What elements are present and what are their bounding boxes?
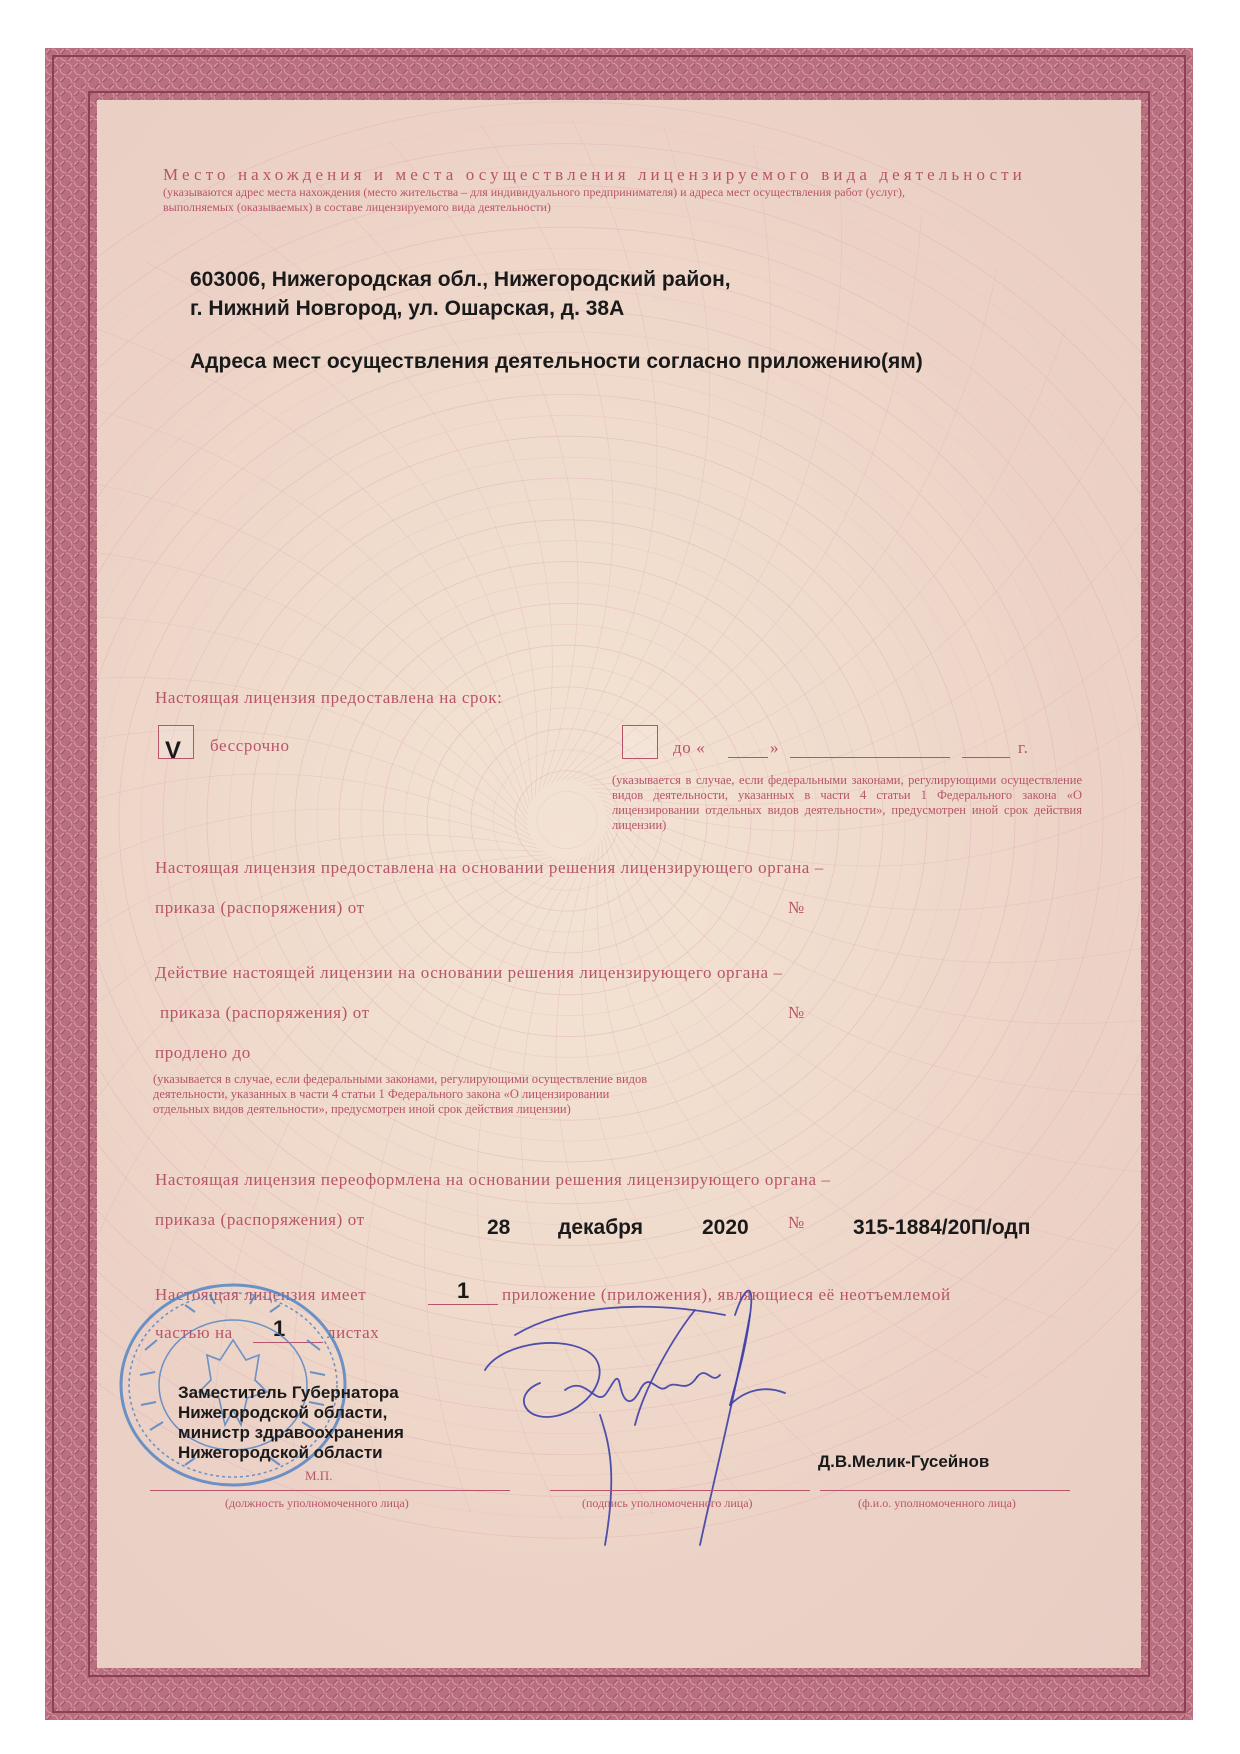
reissue-month: декабря [558, 1216, 643, 1239]
appendix-sheets: 1 [273, 1316, 286, 1341]
term-label: Настоящая лицензия предоставлена на срок: [155, 688, 503, 707]
extension-note-line3: отдельных видов деятельности», предусмотрен иной срок действия лицензии) [153, 1102, 571, 1116]
appendix-suffix: приложение (приложения), являющиеся её неотъемлемой [502, 1285, 951, 1304]
position-line [150, 1490, 510, 1491]
location-note-line2: выполняемых (оказываемых) в составе лицензируемого вида деятельности) [163, 200, 551, 214]
basis-label: Настоящая лицензия предоставлена на основании решения лицензирующего органа – [155, 858, 824, 877]
basis-order-label: приказа (распоряжения) от [155, 898, 365, 917]
location-heading: Место нахождения и места осуществления лицензируемого вида деятельности [163, 165, 1026, 184]
indefinite-check-mark: V [165, 737, 182, 764]
appendix-count: 1 [457, 1278, 470, 1303]
basis-number-sign: № [788, 898, 805, 917]
name-caption: (ф.и.о. уполномоченного лица) [858, 1496, 1016, 1510]
name-line [820, 1490, 1070, 1491]
extension-order-label: приказа (распоряжения) от [160, 1003, 370, 1022]
until-month-line [790, 757, 950, 758]
reissue-number-sign: № [788, 1213, 805, 1232]
position-line3: министр здравоохранения [178, 1423, 404, 1442]
address-line2: г. Нижний Новгород, ул. Ошарская, д. 38А [190, 297, 625, 320]
appendix-part-prefix: частью на [155, 1323, 233, 1342]
reissue-day: 28 [487, 1216, 511, 1239]
indefinite-label: бессрочно [210, 736, 290, 755]
position-line1: Заместитель Губернатора [178, 1383, 399, 1402]
reissue-number: 315-1884/20П/одп [853, 1216, 1031, 1239]
signature-caption: (подпись уполномоченного лица) [582, 1496, 753, 1510]
extension-note-line1: (указывается в случае, если федеральными законами, регулирующими осуществление видов [153, 1072, 648, 1086]
extended-until-label: продлено до [155, 1043, 251, 1062]
reissue-label: Настоящая лицензия переоформлена на основании решения лицензирующего органа – [155, 1170, 831, 1189]
position-caption: (должность уполномоченного лица) [225, 1496, 409, 1510]
seal-mark: М.П. [305, 1468, 333, 1483]
until-note: (указывается в случае, если федеральными законами, регулирующими осуществление видов деятельности, указанных в части 4 статьи 1 Федерального закона «О лицензировании отдельных видов деятельности», предусмотрен иной срок действия лицензии) [612, 773, 1082, 832]
address-line1: 603006, Нижегородская обл., Нижегородский район, [190, 268, 731, 291]
until-year-suffix: г. [1018, 738, 1029, 757]
until-year-line [962, 757, 1010, 758]
until-checkbox [622, 725, 658, 759]
location-note-line1: (указываются адрес места нахождения (место жительства – для индивидуального предпринимателя) и адреса мест осуществления работ (услуг), [163, 185, 905, 199]
activity-places: Адреса мест осуществления деятельности согласно приложению(ям) [190, 350, 923, 373]
signature-line [550, 1490, 810, 1491]
signatory-name: Д.В.Мелик-Гусейнов [818, 1452, 990, 1471]
appendix-prefix: Настоящая лицензия имеет [155, 1285, 367, 1304]
extension-number-sign: № [788, 1003, 805, 1022]
until-label: до « [673, 738, 706, 757]
position-line2: Нижегородской области, [178, 1403, 388, 1422]
reissue-order-label: приказа (распоряжения) от [155, 1210, 365, 1229]
extension-label: Действие настоящей лицензии на основании решения лицензирующего органа – [155, 963, 783, 982]
until-day-line [728, 757, 768, 758]
appendix-part-suffix: листах [327, 1323, 380, 1342]
handwritten-signature [445, 1275, 815, 1565]
reissue-year: 2020 [702, 1216, 749, 1239]
extension-note-line2: деятельности, указанных в части 4 статьи 1 Федерального закона «О лицензировании [153, 1087, 610, 1101]
until-quote-close: » [770, 738, 780, 757]
position-line4: Нижегородской области [178, 1443, 383, 1462]
